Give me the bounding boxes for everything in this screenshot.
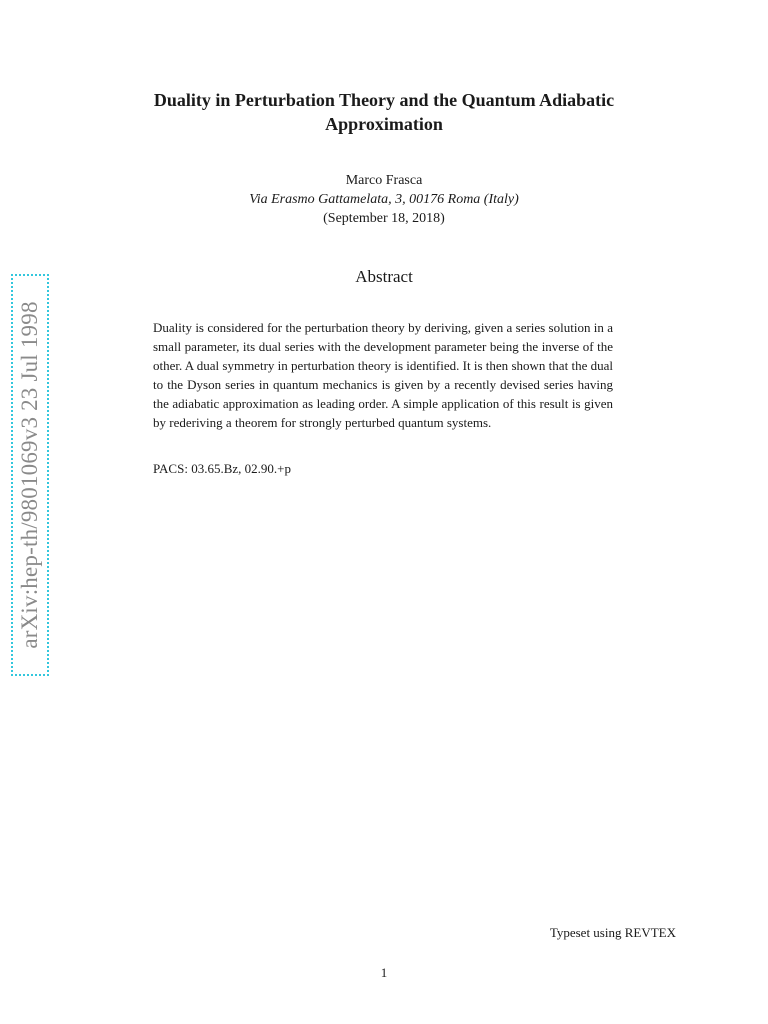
typeset-note: Typeset using REVTEX xyxy=(549,925,676,940)
abstract-heading: Abstract xyxy=(355,267,413,286)
author-name: Marco Frasca xyxy=(345,173,423,188)
pacs-codes: PACS: 03.65.Bz, 02.90.+p xyxy=(153,461,291,476)
title-line-2: Approximation xyxy=(325,114,443,134)
author-affiliation: Via Erasmo Gattamelata, 3, 00176 Roma (Italy) xyxy=(249,192,519,207)
abstract-text: Duality is considered for the perturbation theory by deriving, given a series solution in a small parameter, its dual series with the development parameter being the inverse of the other. A dual symmetry in perturbation theory is identified. It is then shown that the dual to the Dyson series in quantum mechanics is given by a recently devised series having the adiabatic approximation as leading order. A simple application of this result is given by rederiving a theorem for strongly perturbed quantum systems. xyxy=(153,320,613,430)
author-block xyxy=(84,171,684,228)
paper-date: (September 18, 2018) xyxy=(323,211,445,226)
title-line-1: Duality in Perturbation Theory and the Quantum Adiabatic xyxy=(153,90,615,110)
paper-title xyxy=(84,88,684,136)
arxiv-identifier: arXiv:hep-th/9801069v3 23 Jul 1998 xyxy=(17,301,42,649)
arxiv-stamp xyxy=(11,274,49,676)
page-number: 1 xyxy=(380,965,388,980)
